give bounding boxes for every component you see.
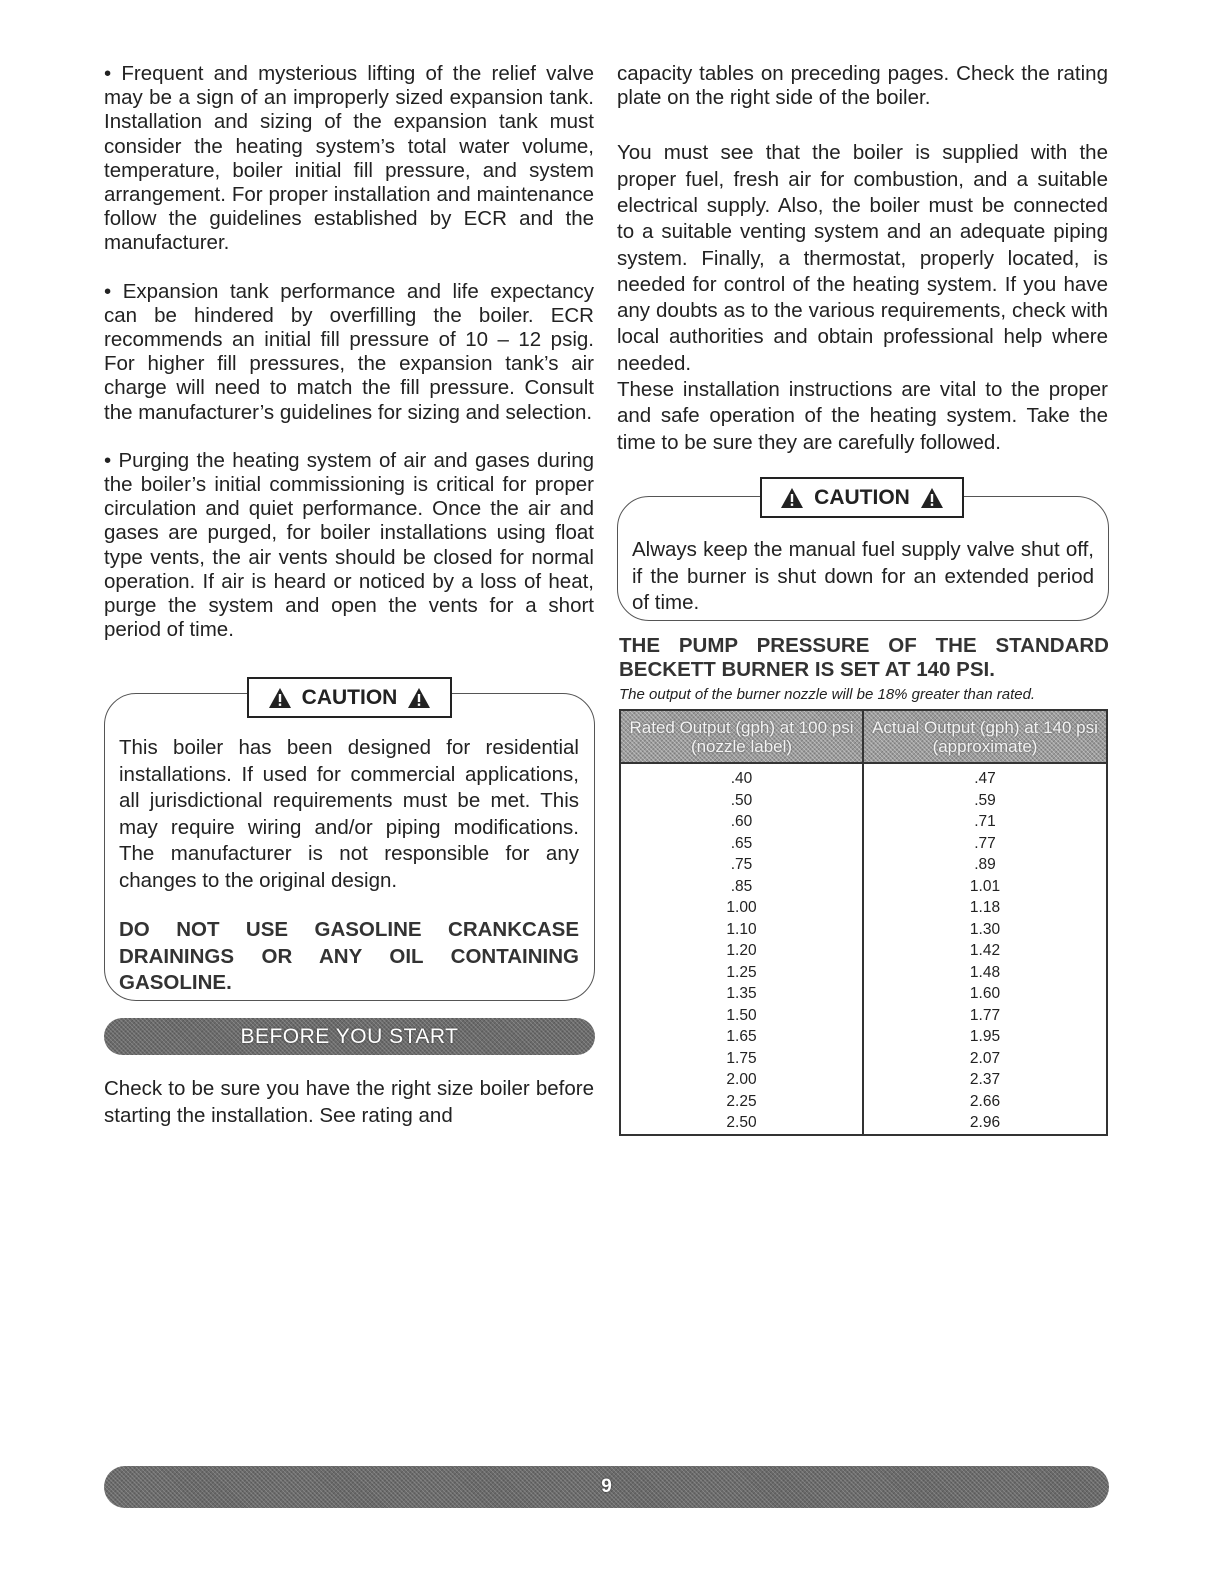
pump-pressure-heading: THE PUMP PRESSURE OF THE STANDARD BECKETT BURNER IS SET AT 140 PSI.: [619, 634, 1109, 681]
footer-bar: [104, 1466, 1109, 1508]
warning-icon: [780, 487, 804, 509]
pump-pressure-note: The output of the burner nozzle will be 18% greater than rated.: [619, 686, 1036, 703]
rated-output-cell: .65: [620, 833, 863, 855]
actual-output-cell: 1.18: [863, 897, 1107, 919]
warning-icon: [407, 687, 431, 709]
actual-output-cell: 2.37: [863, 1069, 1107, 1091]
page-number: 9: [601, 1476, 612, 1497]
table-row: [620, 962, 1107, 984]
table-row: [620, 897, 1107, 919]
actual-output-cell: 2.96: [863, 1112, 1107, 1135]
section-heading-before-you-start: [104, 1018, 595, 1055]
actual-output-cell: 2.66: [863, 1091, 1107, 1113]
rated-output-cell: 2.25: [620, 1091, 863, 1113]
rated-output-cell: .50: [620, 790, 863, 812]
table-header-actual: Actual Output (gph) at 140 psi (approximate): [863, 710, 1107, 763]
table-row: [620, 833, 1107, 855]
actual-output-cell: .77: [863, 833, 1107, 855]
table-header-rated: Rated Output (gph) at 100 psi (nozzle label): [620, 710, 863, 763]
section-heading-text: BEFORE YOU START: [240, 1024, 459, 1048]
requirements-paragraph: You must see that the boiler is supplied with the proper fuel, fresh air for combustion, and a suitable electrical supply. Also, the boiler must be connected to a suitable venting system and an adequate piping system. Finally, a thermostat, properly located, is needed for control of the heating system. If you have any doubts as to the various requirements, check with local authorities and obtain professional help where needed.: [617, 141, 1108, 375]
caution-residential-text: This boiler has been designed for residential installations. If used for commercial applications, all jurisdictional requirements must be met. This may require wiring and/or piping modifications. The manufacturer is not responsible for any changes to the original design.: [119, 736, 579, 892]
rated-output-cell: .75: [620, 854, 863, 876]
left-column: [104, 62, 594, 642]
actual-output-cell: 1.77: [863, 1005, 1107, 1027]
actual-output-cell: 1.42: [863, 940, 1107, 962]
rated-output-cell: 1.20: [620, 940, 863, 962]
rated-output-cell: 2.00: [620, 1069, 863, 1091]
caution-label-text: CAUTION: [814, 485, 910, 509]
actual-output-cell: .59: [863, 790, 1107, 812]
bullet-expansion-tank: • Expansion tank performance and life expectancy can be hindered by overfilling the boiler. ECR recommends an initial fill pressure of 10 – 12 psig. For higher fill pressures, the expansion tank’s air charge will need to match the fill pressure. Consult the manufacturer’s guidelines for sizing and selection.: [104, 279, 594, 424]
rated-output-cell: .60: [620, 811, 863, 833]
table-row: [620, 876, 1107, 898]
caution-fuel-valve-text: Always keep the manual fuel supply valve shut off, if the burner is shut down for an extended period of time.: [632, 538, 1094, 614]
actual-output-cell: .47: [863, 763, 1107, 790]
table-row: [620, 1112, 1107, 1135]
table-row: [620, 1069, 1107, 1091]
actual-output-cell: 1.95: [863, 1026, 1107, 1048]
nozzle-output-table: [619, 709, 1108, 1136]
table-row: [620, 790, 1107, 812]
actual-output-cell: 1.30: [863, 919, 1107, 941]
table-row: [620, 1091, 1107, 1113]
table-row: [620, 1026, 1107, 1048]
rated-output-cell: 2.50: [620, 1112, 863, 1135]
table-row: [620, 854, 1107, 876]
caution-label: [247, 677, 452, 718]
rated-output-cell: 1.75: [620, 1048, 863, 1070]
before-you-start-text: Check to be sure you have the right size boiler before starting the installation. See rating and: [104, 1077, 594, 1127]
actual-output-cell: 1.60: [863, 983, 1107, 1005]
table-row: [620, 983, 1107, 1005]
table-row: [620, 763, 1107, 790]
actual-output-cell: 1.48: [863, 962, 1107, 984]
actual-output-cell: .89: [863, 854, 1107, 876]
rating-plate-paragraph: capacity tables on preceding pages. Check the rating plate on the right side of the boiler.: [617, 62, 1108, 110]
warning-icon: [920, 487, 944, 509]
rated-output-cell: 1.10: [620, 919, 863, 941]
rated-output-cell: .40: [620, 763, 863, 790]
warning-icon: [268, 687, 292, 709]
actual-output-cell: 1.01: [863, 876, 1107, 898]
table-row: [620, 1005, 1107, 1027]
caution-label: [760, 477, 964, 518]
caution-label-text: CAUTION: [301, 685, 398, 709]
rated-output-cell: 1.35: [620, 983, 863, 1005]
rated-output-cell: .85: [620, 876, 863, 898]
table-row: [620, 940, 1107, 962]
rated-output-cell: 1.00: [620, 897, 863, 919]
bullet-purging: • Purging the heating system of air and gases during the boiler’s initial commissioning is critical for proper circulation and quiet performance. Once the air and gases are purged, for boiler installations using float type vents, the air vents should be closed for normal operation. If air is heard or noticed by a loss of heat, purge the system and open the vents for a short period of time.: [104, 448, 594, 642]
caution-gasoline-warning: DO NOT USE GASOLINE CRANKCASE DRAININGS OR ANY OIL CONTAINING GASOLINE.: [119, 918, 579, 994]
table-row: [620, 919, 1107, 941]
table-row: [620, 811, 1107, 833]
actual-output-cell: 2.07: [863, 1048, 1107, 1070]
instructions-paragraph: These installation instructions are vital to the proper and safe operation of the heating system. Take the time to be sure they are carefully followed.: [617, 378, 1108, 454]
table-body: [620, 763, 1107, 1135]
rated-output-cell: 1.65: [620, 1026, 863, 1048]
rated-output-cell: 1.25: [620, 962, 863, 984]
right-column: [617, 62, 1108, 456]
actual-output-cell: .71: [863, 811, 1107, 833]
rated-output-cell: 1.50: [620, 1005, 863, 1027]
bullet-relief-valve: • Frequent and mysterious lifting of the relief valve may be a sign of an improperly sized expansion tank. Installation and sizing of the expansion tank must consider the heating system’s total water volume, temperature, boiler initial fill pressure, and system arrangement. For proper installation and maintenance follow the guidelines established by ECR and the manufacturer.: [104, 62, 594, 255]
table-row: [620, 1048, 1107, 1070]
